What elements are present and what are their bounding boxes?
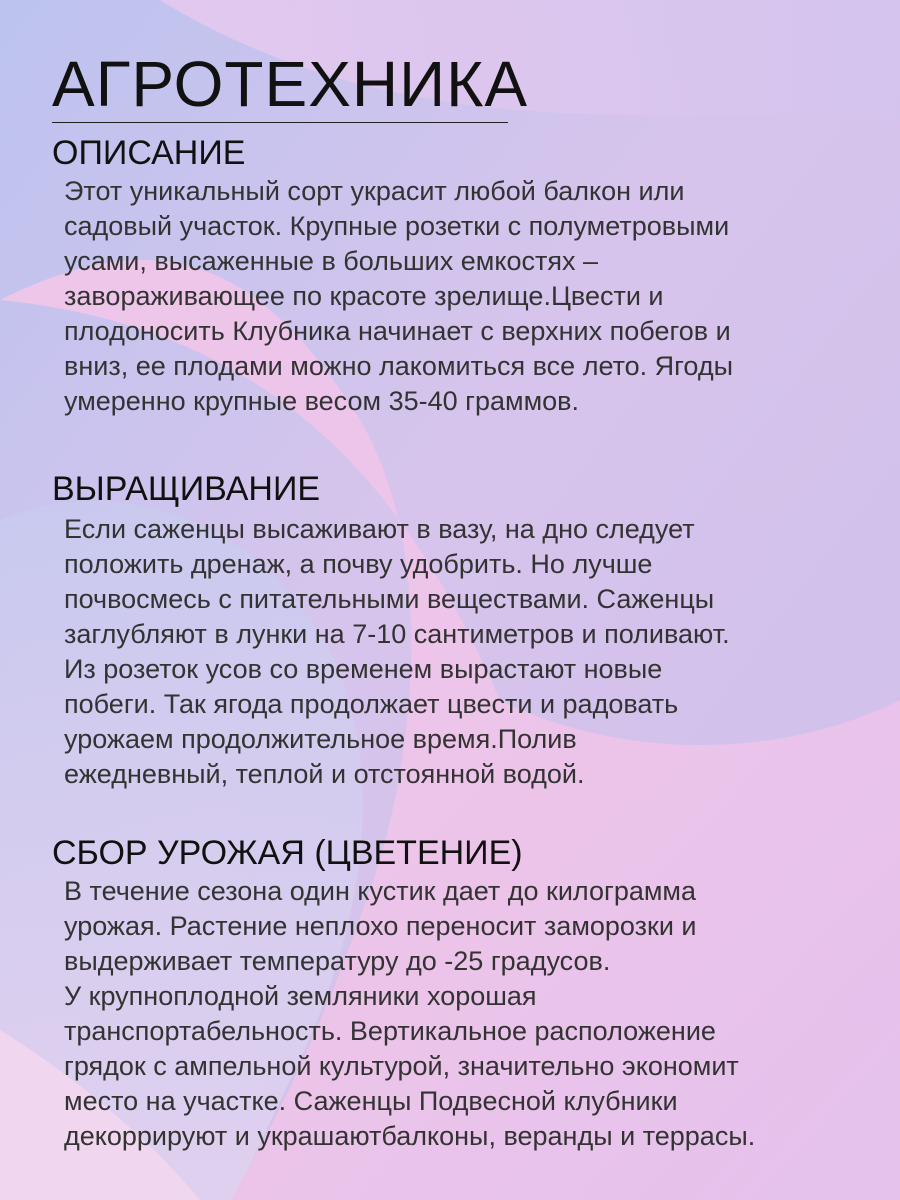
section-heading-harvest: СБОР УРОЖАЯ (ЦВЕТЕНИЕ) (52, 834, 523, 872)
text-line: усами, высаженные в больших емкостях – (64, 246, 598, 276)
section-text-harvest (64, 874, 844, 1154)
text-line: садовый участок. Крупные розетки с полуметровыми (64, 211, 730, 241)
section-text-growing (64, 512, 844, 792)
text-line: урожая. Растение неплохо переносит заморозки и (64, 911, 697, 941)
text-line: Из розеток усов со временем вырастают новые (64, 654, 663, 684)
section-text-description (64, 174, 844, 419)
section-heading-growing: ВЫРАЩИВАНИЕ (52, 470, 321, 508)
text-line: Этот уникальный сорт украсит любой балкон или (64, 176, 685, 206)
text-line: грядок с ампельной культурой, значительно экономит (64, 1051, 739, 1081)
page-title: АГРОТЕХНИКА (52, 48, 529, 120)
text-line: плодоносить Клубника начинает с верхних побегов и (64, 316, 731, 346)
text-line: урожаем продолжительное время.Полив (64, 724, 577, 754)
text-line: У крупноплодной земляники хорошая (64, 981, 537, 1011)
text-line: почвосмесь с питательными веществами. Саженцы (64, 584, 715, 614)
text-line: В течение сезона один кустик дает до килограмма (64, 876, 696, 906)
text-line: умеренно крупные весом 35-40 граммов. (64, 386, 579, 416)
text-line: положить дренаж, а почву удобрить. Но лучше (64, 549, 653, 579)
text-line: ежедневный, теплой и отстоянной водой. (64, 759, 585, 789)
text-line: выдерживает температуру до -25 градусов. (64, 946, 611, 976)
text-line: завораживающее по красоте зрелище.Цвести и (64, 281, 664, 311)
section-heading-description: ОПИСАНИЕ (52, 134, 246, 172)
text-line: Если саженцы высаживают в вазу, на дно следует (64, 514, 695, 544)
text-line: декоррируют и украшаютбалконы, веранды и террасы. (64, 1121, 756, 1151)
title-underline (52, 122, 508, 123)
text-line: вниз, ее плодами можно лакомиться все лето. Ягоды (64, 351, 733, 381)
text-line: побеги. Так ягода продолжает цвести и радовать (64, 689, 679, 719)
text-line: заглубляют в лунки на 7-10 сантиметров и поливают. (64, 619, 730, 649)
text-line: транспортабельность. Вертикальное расположение (64, 1016, 716, 1046)
text-line: место на участке. Саженцы Подвесной клубники (64, 1086, 678, 1116)
